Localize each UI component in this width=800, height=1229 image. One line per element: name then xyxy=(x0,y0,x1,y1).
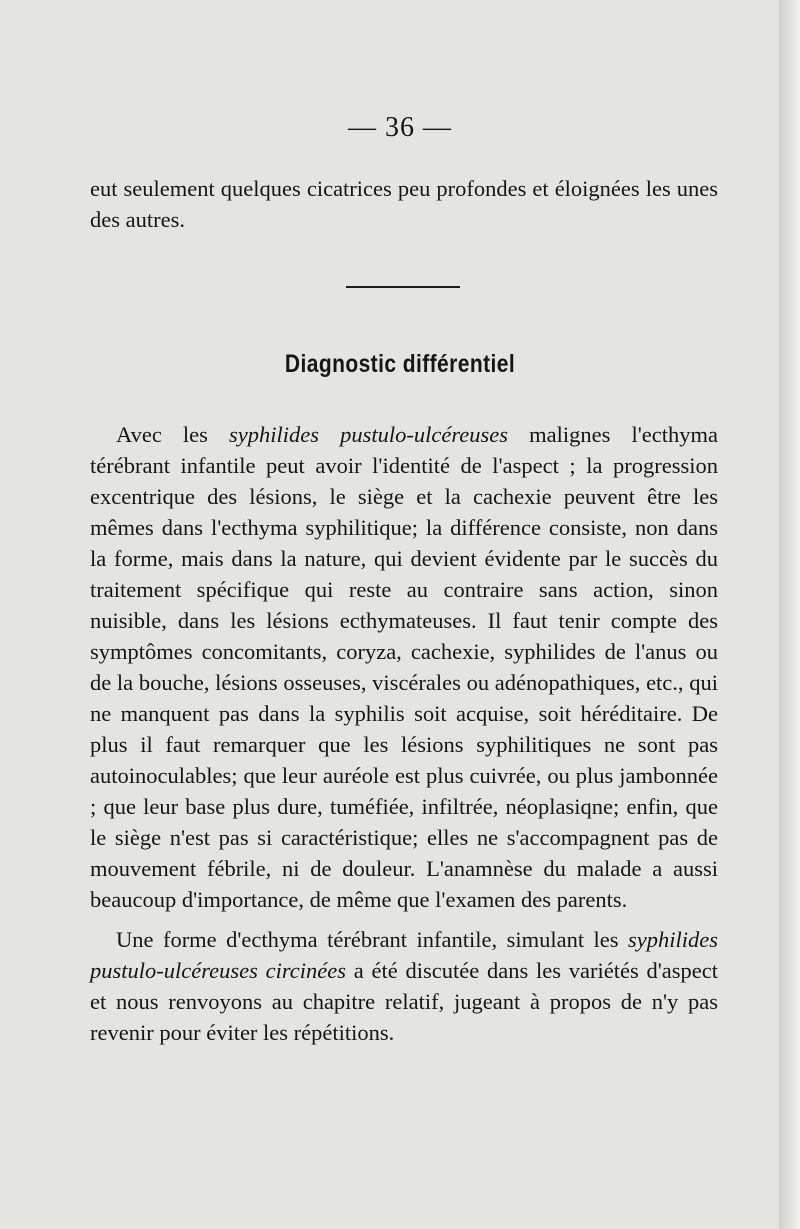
section-divider xyxy=(346,286,460,288)
paragraph-1-lead: Avec les xyxy=(116,422,230,447)
paragraph-2-lead: Une forme d'ecthyma térébrant infantile, simulant les xyxy=(116,927,628,952)
page-number: — 36 — xyxy=(348,112,452,143)
paragraph-1 xyxy=(90,419,718,915)
intro-text: eut seulement quelques cicatrices peu profondes et éloignées les unes des autres. xyxy=(90,176,718,232)
intro-paragraph xyxy=(90,173,718,235)
paragraph-2-italic: syphilides pustulo-ulcéreuses circinées xyxy=(90,927,718,983)
paragraph-2 xyxy=(90,924,718,1048)
paragraph-1-rest: malignes l'ecthyma térébrant infantile peut avoir l'identité de l'aspect ; la progression excentrique des lésions, le siège et la cachexie peuvent être les mêmes dans l'ecthyma syphilitique; la différence consiste, non dans la forme, mais dans la nature, qui devient évidente par le succès du traitement spécifique qui reste au contraire sans action, sinon nuisible, dans les lésions ecthymateuses. Il faut tenir compte des symptômes concomitants, coryza, cachexie, syphilides de l'anus ou de la bouche, lésions osseuses, viscérales ou adénopathiques, etc., qui ne manquent pas dans la syphilis soit acquise, soit héréditaire. De plus il faut remarquer que les lésions syphilitiques ne sont pas autoinoculables; que leur auréole est plus cuivrée, ou plus jambonnée ; que leur base plus dure, tuméfiée, infiltrée, néoplasiqne; enfin, que le siège n'est pas si caractéristique; elles ne s'accompagnent pas de mouvement fébrile, ni de douleur. L'anamnèse du malade a aussi beaucoup d'importance, de même que l'examen des parents. xyxy=(90,422,718,912)
body-text xyxy=(90,419,718,1048)
section-heading: Diagnostic différentiel xyxy=(284,350,516,378)
paragraph-2-rest: a été discutée dans les variétés d'aspect et nous renvoyons au chapitre relatif, jugeant à propos de n'y pas revenir pour éviter les répétitions. xyxy=(90,958,718,1045)
page-edge xyxy=(779,0,800,1229)
paragraph-1-italic: syphilides pustulo-ulcéreuses xyxy=(229,422,509,447)
